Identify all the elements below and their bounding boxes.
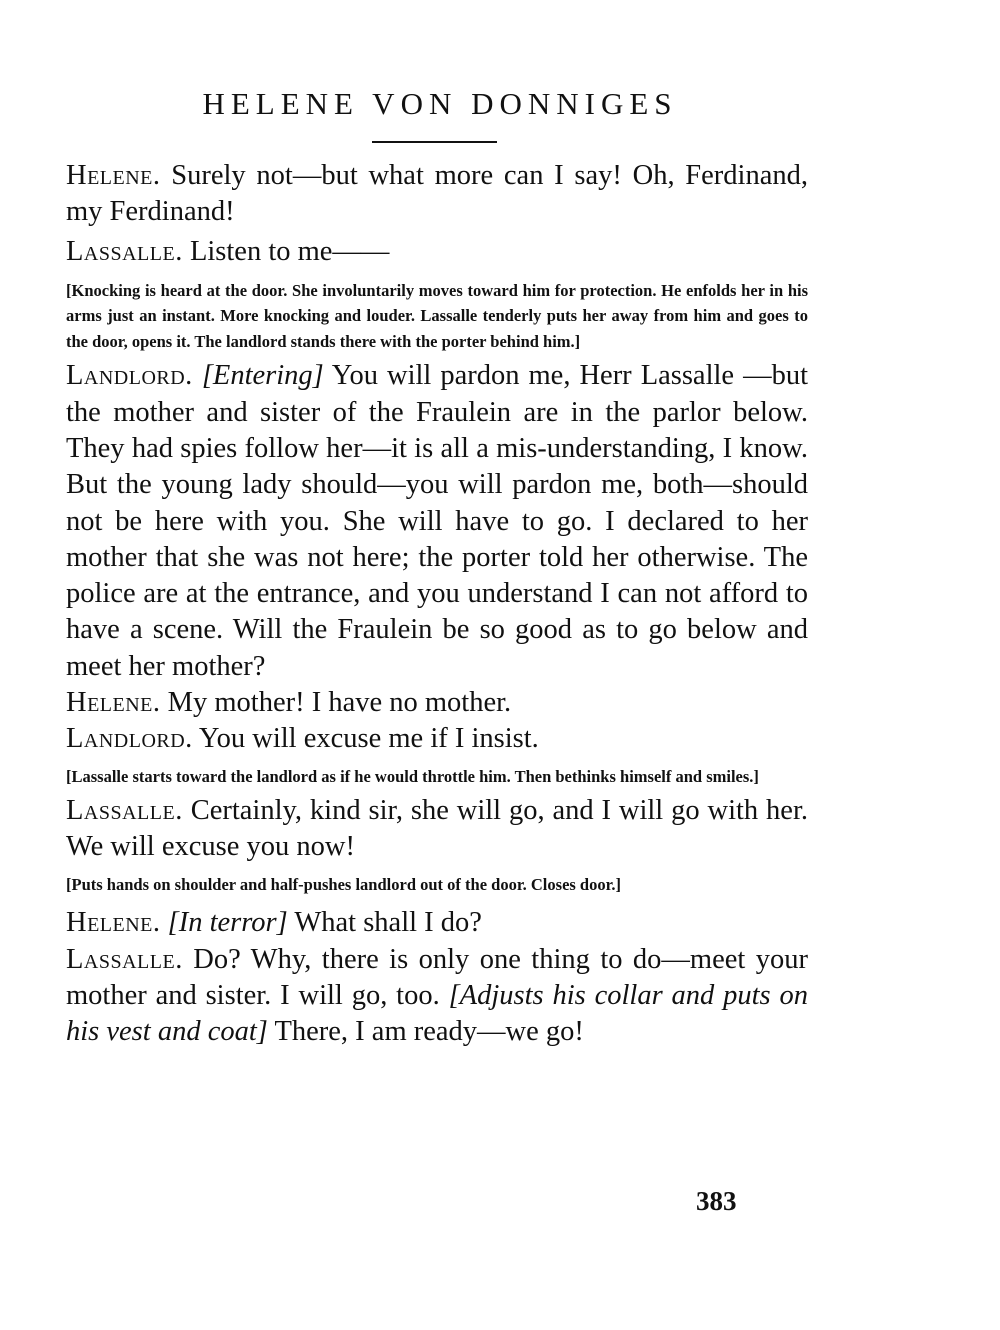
speech-text: Certainly, kind sir, she will go, and I will go with her. We will excuse you now! [66,795,808,863]
speaker-name: Helene. [66,160,161,191]
speech-text: Do? Why, there is only one thing to do—meet your mother and sister. I will go, too. [66,943,808,1011]
running-header: HELENE VON DONNIGES [202,86,678,121]
stage-direction-2: [Lassalle starts toward the landlord as if he would throttle him. Then bethinks himself and smiles.] [66,766,759,786]
speaker-name: Landlord. [66,360,193,392]
speaker-name: Landlord. [66,723,193,755]
speech-lassalle-3 [66,942,808,1051]
speech-text: Surely not—but what more can I say! Oh, Ferdinand, my Ferdinand! [66,160,808,228]
speech-text: What shall I do? [294,907,482,939]
speaker-name: Helene. [66,687,161,719]
stage-direction-3: [Puts hands on shoulder and half-pushes landlord out of the door. Closes door.] [66,874,622,894]
speaker-name: Helene. [66,907,161,939]
header-rule [372,141,497,143]
speech-helene-2 [66,685,808,721]
speech-text-continued: There, I am ready—we go! [274,1016,584,1048]
speech-text: You will pardon me, Herr Lassalle —but the mother and sister of the Fraulein are in the parlor below. They had spies follow her—it is all a mis-understanding, I know. But the young lady should—you will pardon me, both—should not be here with you. She will have to go. I declared to her mother that she was not here; the porter told her otherwise. The police are at the entrance, and you understand I can not afford to have a scene. Will the Fraulein be so good as to go below and meet her mother? [66,360,809,682]
inline-direction: [In terror] [167,907,288,939]
speech-lassalle-2 [66,793,808,866]
speech-text: My mother! I have no mother. [167,687,512,719]
speech-landlord-1 [66,358,808,685]
inline-direction: [Entering] [201,360,324,392]
page-body [66,158,808,1050]
speaker-name: Lassalle. [66,943,183,975]
speaker-name: Lassalle. [66,795,183,827]
speech-landlord-2 [66,721,808,757]
speaker-name: Lassalle. [66,235,183,267]
speech-lassalle-1 [66,234,808,270]
speech-text: You will excuse me if I insist. [198,723,539,755]
inline-direction: [Adjusts his collar and puts on his vest and coat] [66,979,808,1048]
speech-text: Listen to me—— [189,235,390,267]
speech-helene-3 [66,905,808,941]
page-number: 383 [696,1186,737,1216]
stage-direction-1: [Knocking is heard at the door. She involuntarily moves toward him for protection. He enfolds her in his arms just an instant. More knocking and louder. Lassalle tenderly puts her away from him and goes to the door, opens it. The landlord stands there with the porter behind him.] [66,280,808,351]
speech-helene-1 [66,158,808,231]
